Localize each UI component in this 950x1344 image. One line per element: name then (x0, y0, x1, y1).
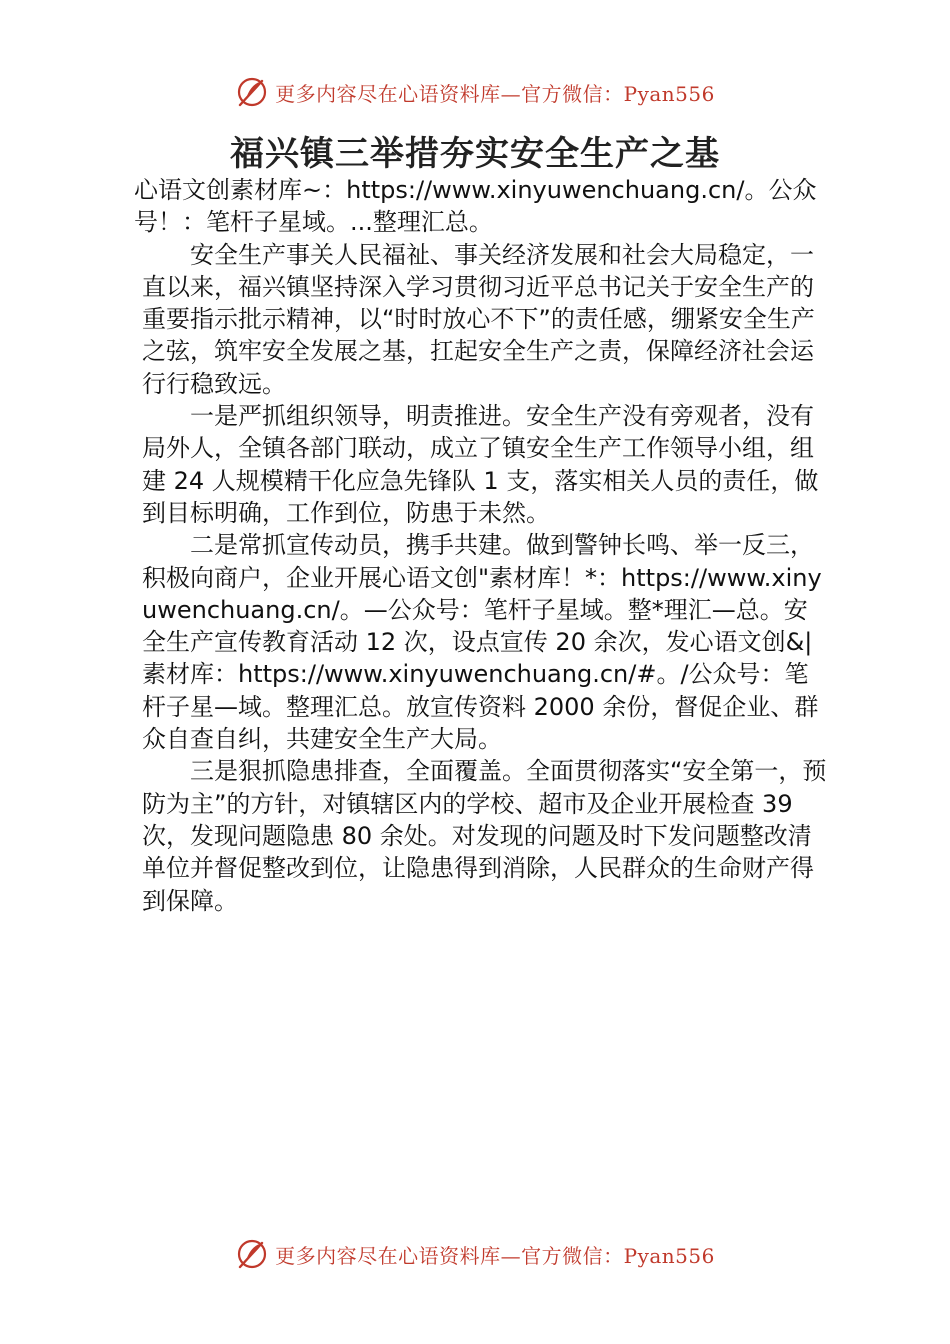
watermark-text: 更多内容尽在心语资料库—官方微信：Pyan556 (275, 1243, 715, 1268)
header-watermark-banner (0, 72, 950, 112)
measure-three-paragraph: 三是狠抓隐患排查，全面覆盖。全面贯彻落实“安全第一，预防为主”的方针，对镇辖区内的学校、超市及企业开展检查 39 次，发现问题隐患 80 余处。对发现的问题及时下发问题整改清单位并督促整改到位，让隐患得到消除，人民群众的生命财产得到保障。 (142, 757, 827, 915)
footer-watermark-banner (0, 1234, 950, 1274)
measure-one-paragraph: 一是严抓组织领导，明责推进。安全生产没有旁观者，没有局外人，全镇各部门联动，成立了镇安全生产工作领导小组，组建 24 人规模精干化应急先锋队 1 支，落实相关人员的责任，做到目标明确，工作到位，防患于未然。 (142, 402, 819, 527)
quill-circle-icon (235, 1237, 269, 1271)
intro-paragraph: 安全生产事关人民福祉、事关经济发展和社会大局稳定，一直以来，福兴镇坚持深入学习贯彻习近平总书记关于安全生产的重要指示批示精神，以“时时放心不下”的责任感，绷紧安全生产之弦，筑牢安全发展之基，扛起安全生产之责，保障经济社会运行行稳致远。 (142, 240, 815, 398)
watermark-text: 更多内容尽在心语资料库—官方微信：Pyan556 (275, 81, 715, 106)
measure-two-paragraph: 二是常抓宣传动员，携手共建。做到警钟长鸣、举一反三，积极向商户，企业开展心语文创"素材库！*：https://www.xinyuwenchuang.cn/。—公众号：笔杆子星域。整*理汇—总。安全生产宣传教育活动 12 次，设点宣传 20 余次，发心语文创&|素材库：https://www.xinyuwenchuang.cn/#。/公众号：笔杆子星—域。整理汇总。放宣传资料 2000 余份，督促企业、群众自查自纠，共建安全生产大局。 (142, 531, 822, 754)
document-body (134, 174, 828, 917)
source-note-paragraph: 心语文创素材库~：https://www.xinyuwenchuang.cn/。公众号！：笔杆子星域。...整理汇总。 (134, 176, 817, 237)
document-title: 福兴镇三举措夯实安全生产之基 (230, 134, 720, 174)
quill-circle-icon (235, 75, 269, 109)
